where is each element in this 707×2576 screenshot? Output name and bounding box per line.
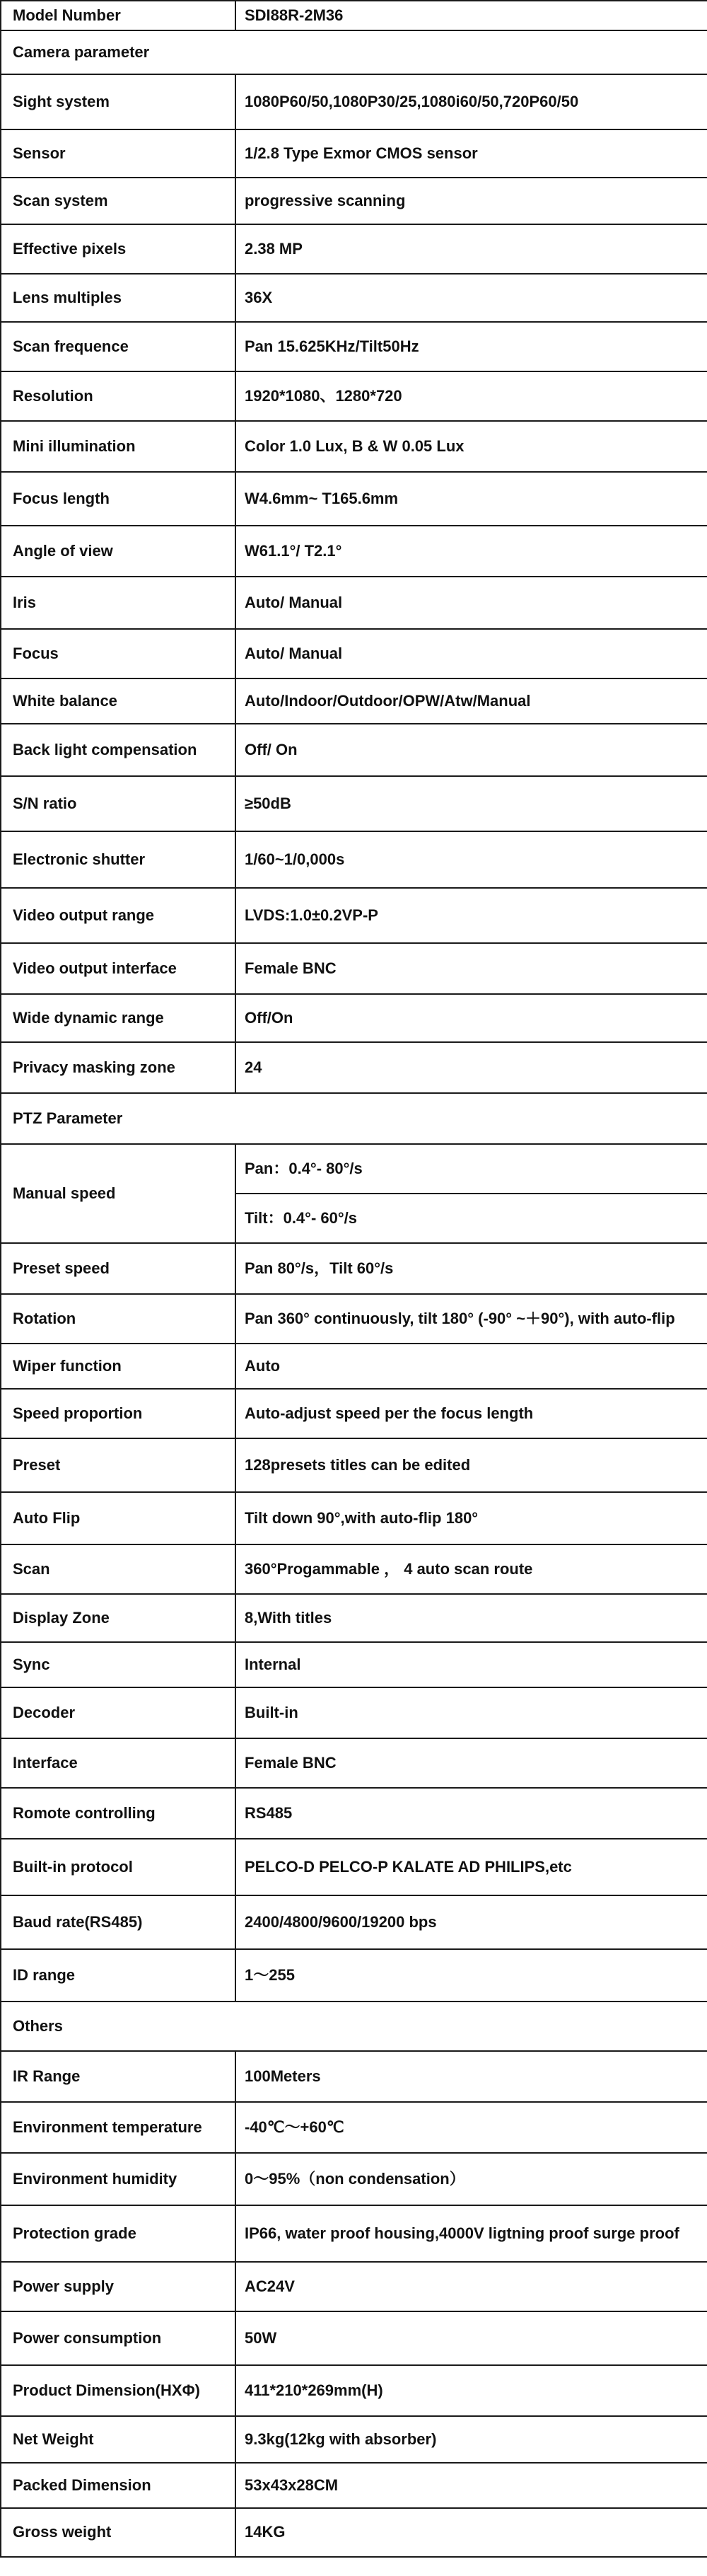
spec-label: Electronic shutter [1, 831, 235, 888]
spec-label: Privacy masking zone [1, 1042, 235, 1093]
spec-label: Model Number [1, 1, 235, 30]
spec-value: Auto-adjust speed per the focus length [235, 1389, 707, 1438]
spec-row [1, 888, 707, 943]
spec-value: IP66, water proof housing,4000V ligtning proof surge proof [235, 2205, 707, 2262]
spec-label: Video output interface [1, 943, 235, 994]
spec-row [1, 678, 707, 724]
spec-value: Built-in [235, 1687, 707, 1738]
spec-label: Product Dimension(HXΦ) [1, 2365, 235, 2416]
spec-label: S/N ratio [1, 776, 235, 831]
spec-value: PELCO-D PELCO-P KALATE AD PHILIPS,etc [235, 1839, 707, 1895]
spec-label: White balance [1, 678, 235, 724]
spec-value: Color 1.0 Lux, B & W 0.05 Lux [235, 421, 707, 472]
spec-row [1, 1544, 707, 1594]
spec-label: Preset [1, 1438, 235, 1492]
spec-value: Auto/ Manual [235, 629, 707, 678]
spec-label: Angle of view [1, 526, 235, 577]
spec-label: Gross weight [1, 2508, 235, 2557]
spec-row [1, 943, 707, 994]
spec-table-body [1, 1, 707, 2557]
spec-label: Romote controlling [1, 1788, 235, 1839]
spec-value: Internal [235, 1642, 707, 1687]
spec-value: Auto [235, 1344, 707, 1389]
spec-row [1, 1594, 707, 1642]
spec-label: Baud rate(RS485) [1, 1895, 235, 1949]
spec-row [1, 1344, 707, 1389]
spec-label: Video output range [1, 888, 235, 943]
spec-row [1, 1788, 707, 1839]
spec-row [1, 776, 707, 831]
spec-value: 14KG [235, 2508, 707, 2557]
spec-value: progressive scanning [235, 178, 707, 224]
spec-value: 411*210*269mm(H) [235, 2365, 707, 2416]
spec-row [1, 1389, 707, 1438]
spec-value: Off/On [235, 994, 707, 1042]
spec-row [1, 2262, 707, 2311]
section-row [1, 30, 707, 74]
spec-row [1, 1243, 707, 1294]
spec-row [1, 274, 707, 322]
spec-value: Pan：0.4°- 80°/s [235, 1144, 707, 1194]
spec-row [1, 1438, 707, 1492]
spec-row [1, 1492, 707, 1544]
spec-row [1, 724, 707, 776]
spec-label: Protection grade [1, 2205, 235, 2262]
spec-label: Display Zone [1, 1594, 235, 1642]
spec-label: Environment humidity [1, 2153, 235, 2205]
spec-value: 8,With titles [235, 1594, 707, 1642]
spec-label: Net Weight [1, 2416, 235, 2463]
section-row [1, 1093, 707, 1144]
spec-value: 2400/4800/9600/19200 bps [235, 1895, 707, 1949]
spec-row [1, 2051, 707, 2102]
spec-row [1, 2205, 707, 2262]
spec-row [1, 1642, 707, 1687]
spec-value: W4.6mm~ T165.6mm [235, 472, 707, 526]
spec-row [1, 2311, 707, 2365]
spec-label: ID range [1, 1949, 235, 2002]
spec-row [1, 129, 707, 178]
spec-row [1, 2463, 707, 2508]
spec-value: Auto/Indoor/Outdoor/OPW/Atw/Manual [235, 678, 707, 724]
spec-label: Auto Flip [1, 1492, 235, 1544]
spec-label: Iris [1, 577, 235, 629]
spec-label: Sync [1, 1642, 235, 1687]
spec-row [1, 2508, 707, 2557]
spec-row [1, 1687, 707, 1738]
spec-label: Built-in protocol [1, 1839, 235, 1895]
spec-value: 2.38 MP [235, 224, 707, 274]
spec-label: Back light compensation [1, 724, 235, 776]
spec-row [1, 629, 707, 678]
spec-row [1, 1294, 707, 1344]
spec-label: IR Range [1, 2051, 235, 2102]
spec-label: Sight system [1, 74, 235, 129]
spec-row [1, 526, 707, 577]
spec-row [1, 2102, 707, 2153]
spec-label: Scan frequence [1, 322, 235, 371]
spec-row [1, 2365, 707, 2416]
spec-value: Off/ On [235, 724, 707, 776]
spec-value: -40℃～+60℃ [235, 2102, 707, 2153]
spec-value: 53x43x28CM [235, 2463, 707, 2508]
spec-label: Power consumption [1, 2311, 235, 2365]
spec-row [1, 74, 707, 129]
spec-label: Lens multiples [1, 274, 235, 322]
spec-row [1, 577, 707, 629]
section-heading: Camera parameter [1, 30, 707, 74]
spec-value: Tilt：0.4°- 60°/s [235, 1194, 707, 1243]
section-heading: Others [1, 2002, 707, 2051]
spec-row [1, 831, 707, 888]
spec-row [1, 1949, 707, 2002]
spec-label: Wide dynamic range [1, 994, 235, 1042]
spec-value: 1920*1080、1280*720 [235, 371, 707, 421]
spec-value: 1/60~1/0,000s [235, 831, 707, 888]
spec-value: 50W [235, 2311, 707, 2365]
spec-row [1, 1, 707, 30]
spec-label: Focus length [1, 472, 235, 526]
spec-label: Rotation [1, 1294, 235, 1344]
spec-value: 1/2.8 Type Exmor CMOS sensor [235, 129, 707, 178]
spec-value: RS485 [235, 1788, 707, 1839]
section-row [1, 2002, 707, 2051]
spec-value: Pan 15.625KHz/Tilt50Hz [235, 322, 707, 371]
spec-value: Pan 360° continuously, tilt 180° (-90° ~＋90°), with auto-flip [235, 1294, 707, 1344]
spec-label: Decoder [1, 1687, 235, 1738]
spec-value: Tilt down 90°,with auto-flip 180° [235, 1492, 707, 1544]
spec-label: Effective pixels [1, 224, 235, 274]
spec-label: Packed Dimension [1, 2463, 235, 2508]
spec-value: 0～95%（non condensation） [235, 2153, 707, 2205]
spec-row [1, 1839, 707, 1895]
spec-row [1, 472, 707, 526]
spec-value: 36X [235, 274, 707, 322]
spec-label: Scan system [1, 178, 235, 224]
spec-label: Wiper function [1, 1344, 235, 1389]
spec-value: 9.3kg(12kg with absorber) [235, 2416, 707, 2463]
spec-row [1, 178, 707, 224]
spec-value: SDI88R-2M36 [235, 1, 707, 30]
spec-value: 24 [235, 1042, 707, 1093]
spec-row [1, 322, 707, 371]
spec-label: Resolution [1, 371, 235, 421]
spec-row [1, 2416, 707, 2463]
spec-value: Female BNC [235, 1738, 707, 1788]
spec-value: 100Meters [235, 2051, 707, 2102]
spec-label: Speed proportion [1, 1389, 235, 1438]
spec-value: 128presets titles can be edited [235, 1438, 707, 1492]
spec-row [1, 371, 707, 421]
spec-row [1, 1895, 707, 1949]
spec-value: ≥50dB [235, 776, 707, 831]
spec-value: Pan 80°/s，Tilt 60°/s [235, 1243, 707, 1294]
spec-label: Interface [1, 1738, 235, 1788]
spec-row [1, 224, 707, 274]
spec-value: 360°Progammable ， 4 auto scan route [235, 1544, 707, 1594]
spec-value: Auto/ Manual [235, 577, 707, 629]
spec-value: AC24V [235, 2262, 707, 2311]
spec-value: 1080P60/50,1080P30/25,1080i60/50,720P60/50 [235, 74, 707, 129]
spec-label: Power supply [1, 2262, 235, 2311]
spec-label: Sensor [1, 129, 235, 178]
spec-value: W61.1°/ T2.1° [235, 526, 707, 577]
spec-label: Mini illumination [1, 421, 235, 472]
section-heading: PTZ Parameter [1, 1093, 707, 1144]
spec-row [1, 2153, 707, 2205]
spec-row [1, 1738, 707, 1788]
spec-label: Environment temperature [1, 2102, 235, 2153]
spec-row [1, 994, 707, 1042]
spec-row [1, 421, 707, 472]
spec-row [1, 1042, 707, 1093]
spec-label: Manual speed [1, 1144, 235, 1243]
spec-value: LVDS:1.0±0.2VP-P [235, 888, 707, 943]
spec-label: Preset speed [1, 1243, 235, 1294]
spec-label: Focus [1, 629, 235, 678]
spec-row [1, 1144, 707, 1194]
spec-value: Female BNC [235, 943, 707, 994]
spec-value: 1～255 [235, 1949, 707, 2002]
spec-label: Scan [1, 1544, 235, 1594]
